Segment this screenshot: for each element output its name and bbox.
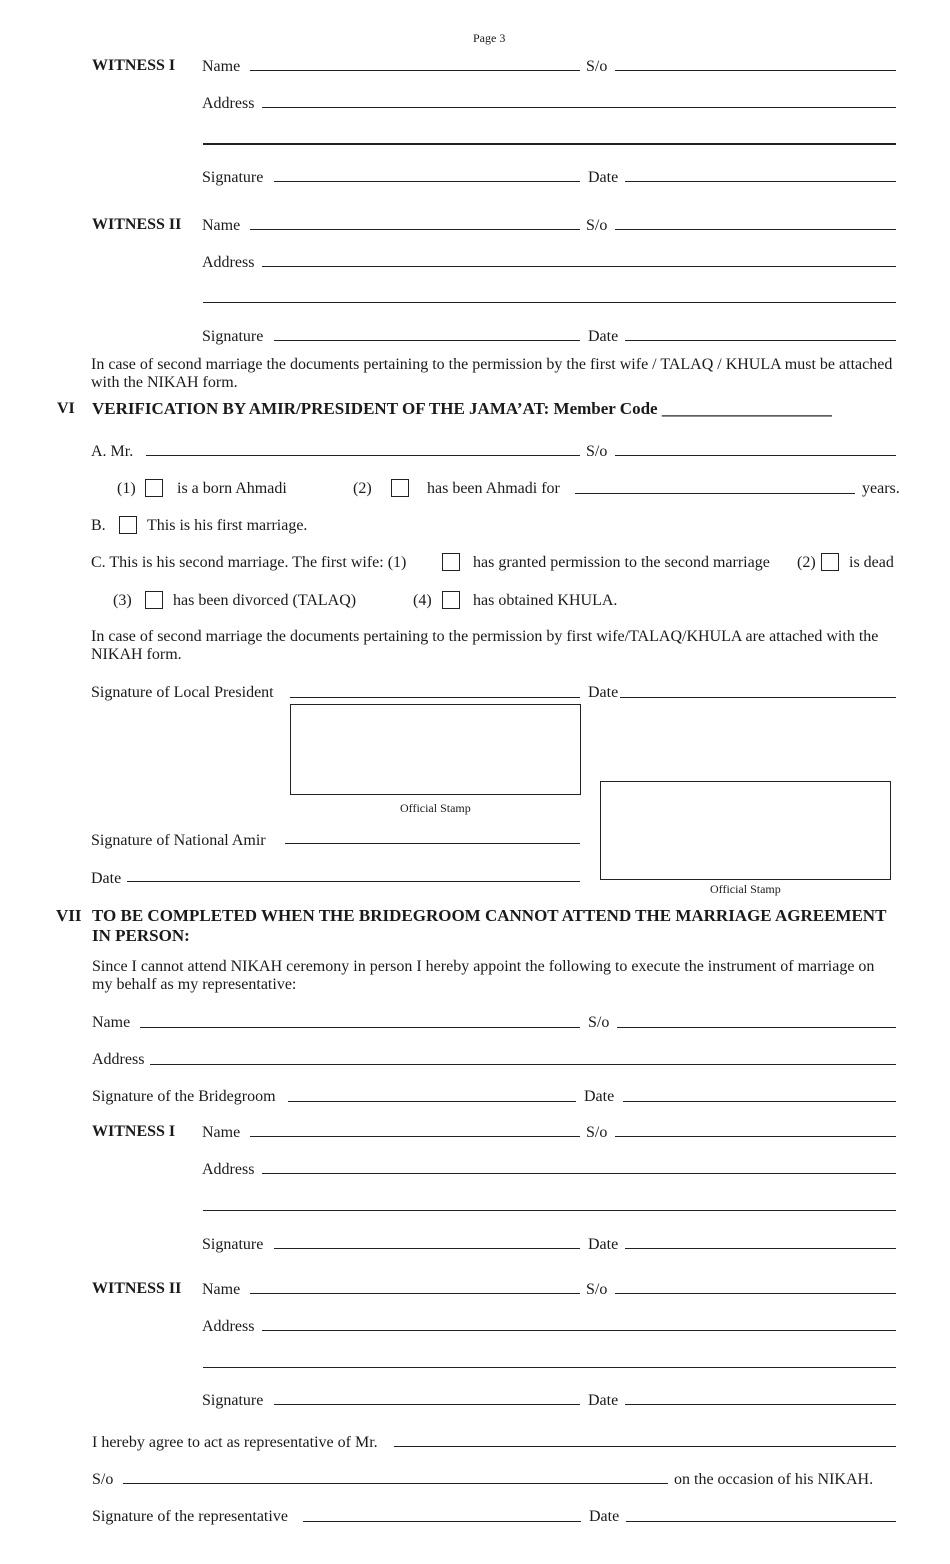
- is-dead-checkbox[interactable]: [821, 553, 839, 571]
- vii-witness-2-address-label: Address: [202, 1318, 255, 1335]
- representative-name-label: Name: [92, 1014, 131, 1031]
- local-president-signature-field[interactable]: [290, 697, 580, 698]
- witness-1-signature-label: Signature: [202, 169, 264, 186]
- witness-2-so-label: S/o: [586, 217, 608, 234]
- witness-1-address-label: Address: [202, 95, 255, 112]
- local-president-signature-label: Signature of Local President: [91, 684, 274, 701]
- witness-1-signature-field[interactable]: [274, 181, 580, 182]
- ahmadi-years-field[interactable]: [575, 493, 855, 494]
- granted-permission-label: has granted permission to the second marriage: [473, 554, 770, 571]
- vii-witness-1-name-label: Name: [202, 1124, 241, 1141]
- vii-witness-2-so-field[interactable]: [615, 1293, 896, 1294]
- agree-so-field[interactable]: [123, 1483, 668, 1484]
- witness-1-so-field[interactable]: [615, 70, 896, 71]
- representative-name-field[interactable]: [140, 1027, 580, 1028]
- khula-label: has obtained KHULA.: [473, 592, 618, 609]
- witness-2-so-field[interactable]: [615, 229, 896, 230]
- vii-witness-2-signature-field[interactable]: [274, 1404, 580, 1405]
- representative-so-label: S/o: [588, 1014, 610, 1031]
- b-label: B.: [91, 517, 106, 534]
- national-amir-signature-field[interactable]: [285, 843, 580, 844]
- representative-address-field[interactable]: [150, 1064, 896, 1065]
- talaq-label: has been divorced (TALAQ): [173, 592, 357, 609]
- vii-witness-1-signature-field[interactable]: [274, 1248, 580, 1249]
- page-number: Page 3: [473, 31, 506, 45]
- agree-so-label: S/o: [92, 1471, 114, 1488]
- vii-witness-1-signature-label: Signature: [202, 1236, 264, 1253]
- witness-2-address-field-2[interactable]: [203, 302, 896, 303]
- second-marriage-label: C. This is his second marriage. The first wife: (1): [91, 554, 407, 571]
- bridegroom-date-label: Date: [584, 1088, 615, 1105]
- vii-witness-2-address-field[interactable]: [262, 1330, 896, 1331]
- vii-witness-1-so-label: S/o: [586, 1124, 608, 1141]
- bridegroom-signature-field[interactable]: [288, 1101, 576, 1102]
- national-official-stamp-box: [600, 781, 891, 880]
- local-president-date-label: Date: [588, 684, 619, 701]
- option-c3-number: (3): [113, 592, 132, 609]
- national-amir-date-label: Date: [91, 870, 122, 887]
- representative-so-field[interactable]: [617, 1027, 896, 1028]
- witness-1-address-field-2[interactable]: [203, 143, 896, 145]
- national-official-stamp-label: Official Stamp: [710, 882, 781, 896]
- witness-2-name-field[interactable]: [250, 229, 580, 230]
- vii-witness-2-date-field[interactable]: [625, 1404, 896, 1405]
- representative-signature-label: Signature of the representative: [92, 1508, 288, 1525]
- representative-date-field[interactable]: [626, 1521, 896, 1522]
- first-marriage-label: This is his first marriage.: [147, 517, 308, 534]
- representative-date-label: Date: [589, 1508, 620, 1525]
- vii-witness-1-address-field[interactable]: [262, 1173, 896, 1174]
- representative-intro: Since I cannot attend NIKAH ceremony in person I hereby appoint the following to execute the instrument of marriage on my behalf as my representative:: [92, 958, 875, 993]
- vii-witness-1-date-field[interactable]: [625, 1248, 896, 1249]
- witness-2-signature-label: Signature: [202, 328, 264, 345]
- section-vi-number: VI: [57, 400, 75, 417]
- vii-witness-1-date-label: Date: [588, 1236, 619, 1253]
- section-vii-title-line-1: TO BE COMPLETED WHEN THE BRIDEGROOM CANNOT ATTEND THE MARRIAGE AGREEMENT: [92, 906, 887, 925]
- local-president-date-field[interactable]: [620, 697, 896, 698]
- witness-1-date-field[interactable]: [625, 181, 896, 182]
- first-marriage-checkbox[interactable]: [119, 516, 137, 534]
- talaq-checkbox[interactable]: [145, 591, 163, 609]
- khula-checkbox[interactable]: [442, 591, 460, 609]
- vii-witness-2-heading: WITNESS II: [92, 1280, 182, 1297]
- ahmadi-for-checkbox[interactable]: [391, 479, 409, 497]
- witness-1-name-label: Name: [202, 58, 241, 75]
- born-ahmadi-checkbox[interactable]: [145, 479, 163, 497]
- mr-so-label: S/o: [586, 443, 608, 460]
- vii-witness-2-date-label: Date: [588, 1392, 619, 1409]
- national-amir-date-field[interactable]: [127, 881, 580, 882]
- vii-witness-2-address-field-2[interactable]: [203, 1367, 896, 1368]
- witness-2-date-label: Date: [588, 328, 619, 345]
- documents-attached-note: In case of second marriage the documents pertaining to the permission by first wife/TALAQ/KHULA are attached with the NIKAH form.: [91, 628, 879, 663]
- vii-witness-1-address-field-2[interactable]: [203, 1210, 896, 1211]
- representative-address-label: Address: [92, 1051, 145, 1068]
- vii-witness-1-so-field[interactable]: [615, 1136, 896, 1137]
- mr-so-field[interactable]: [615, 455, 896, 456]
- section-vii-number: VII: [56, 906, 82, 925]
- vii-witness-2-signature-label: Signature: [202, 1392, 264, 1409]
- born-ahmadi-label: is a born Ahmadi: [177, 480, 287, 497]
- national-amir-signature-label: Signature of National Amir: [91, 832, 266, 849]
- mr-label: A. Mr.: [91, 443, 134, 460]
- representative-signature-field[interactable]: [303, 1521, 581, 1522]
- bridegroom-date-field[interactable]: [623, 1101, 896, 1102]
- witness-2-name-label: Name: [202, 217, 241, 234]
- section-vi-title: VERIFICATION BY AMIR/PRESIDENT OF THE JAMA’AT: Member Code ____________________: [92, 399, 832, 418]
- witness-1-so-label: S/o: [586, 58, 608, 75]
- witness-1-address-field[interactable]: [262, 107, 896, 108]
- witness-1-heading: WITNESS I: [92, 57, 176, 74]
- witness-2-heading: WITNESS II: [92, 216, 182, 233]
- is-dead-label: is dead: [849, 554, 894, 571]
- vii-witness-1-name-field[interactable]: [250, 1136, 580, 1137]
- option-1-number: (1): [117, 480, 136, 497]
- witness-1-date-label: Date: [588, 169, 619, 186]
- witness-2-signature-field[interactable]: [274, 340, 580, 341]
- witness-2-address-field[interactable]: [262, 266, 896, 267]
- agree-representative-field[interactable]: [394, 1446, 896, 1447]
- second-marriage-note: In case of second marriage the documents pertaining to the permission by the first wife / TALAQ / KHULA must be attached with the NIKAH form.: [91, 356, 893, 391]
- local-official-stamp-box: [290, 704, 581, 795]
- vii-witness-1-address-label: Address: [202, 1161, 255, 1178]
- agree-representative-label: I hereby agree to act as representative of Mr.: [92, 1434, 378, 1451]
- vii-witness-2-name-label: Name: [202, 1281, 241, 1298]
- bridegroom-signature-label: Signature of the Bridegroom: [92, 1088, 276, 1105]
- local-official-stamp-label: Official Stamp: [400, 801, 471, 815]
- option-c2-number: (2): [797, 554, 816, 571]
- nikah-occasion-label: on the occasion of his NIKAH.: [674, 1471, 874, 1488]
- vii-witness-2-name-field[interactable]: [250, 1293, 580, 1294]
- witness-2-date-field[interactable]: [625, 340, 896, 341]
- option-2-number: (2): [353, 480, 372, 497]
- ahmadi-for-label: has been Ahmadi for: [427, 480, 560, 497]
- section-vii-title-line-2: IN PERSON:: [92, 926, 190, 945]
- years-label: years.: [862, 480, 900, 497]
- witness-2-address-label: Address: [202, 254, 255, 271]
- witness-1-name-field[interactable]: [250, 70, 580, 71]
- vii-witness-2-so-label: S/o: [586, 1281, 608, 1298]
- option-c4-number: (4): [413, 592, 432, 609]
- granted-permission-checkbox[interactable]: [442, 553, 460, 571]
- vii-witness-1-heading: WITNESS I: [92, 1123, 176, 1140]
- mr-name-field[interactable]: [146, 455, 580, 456]
